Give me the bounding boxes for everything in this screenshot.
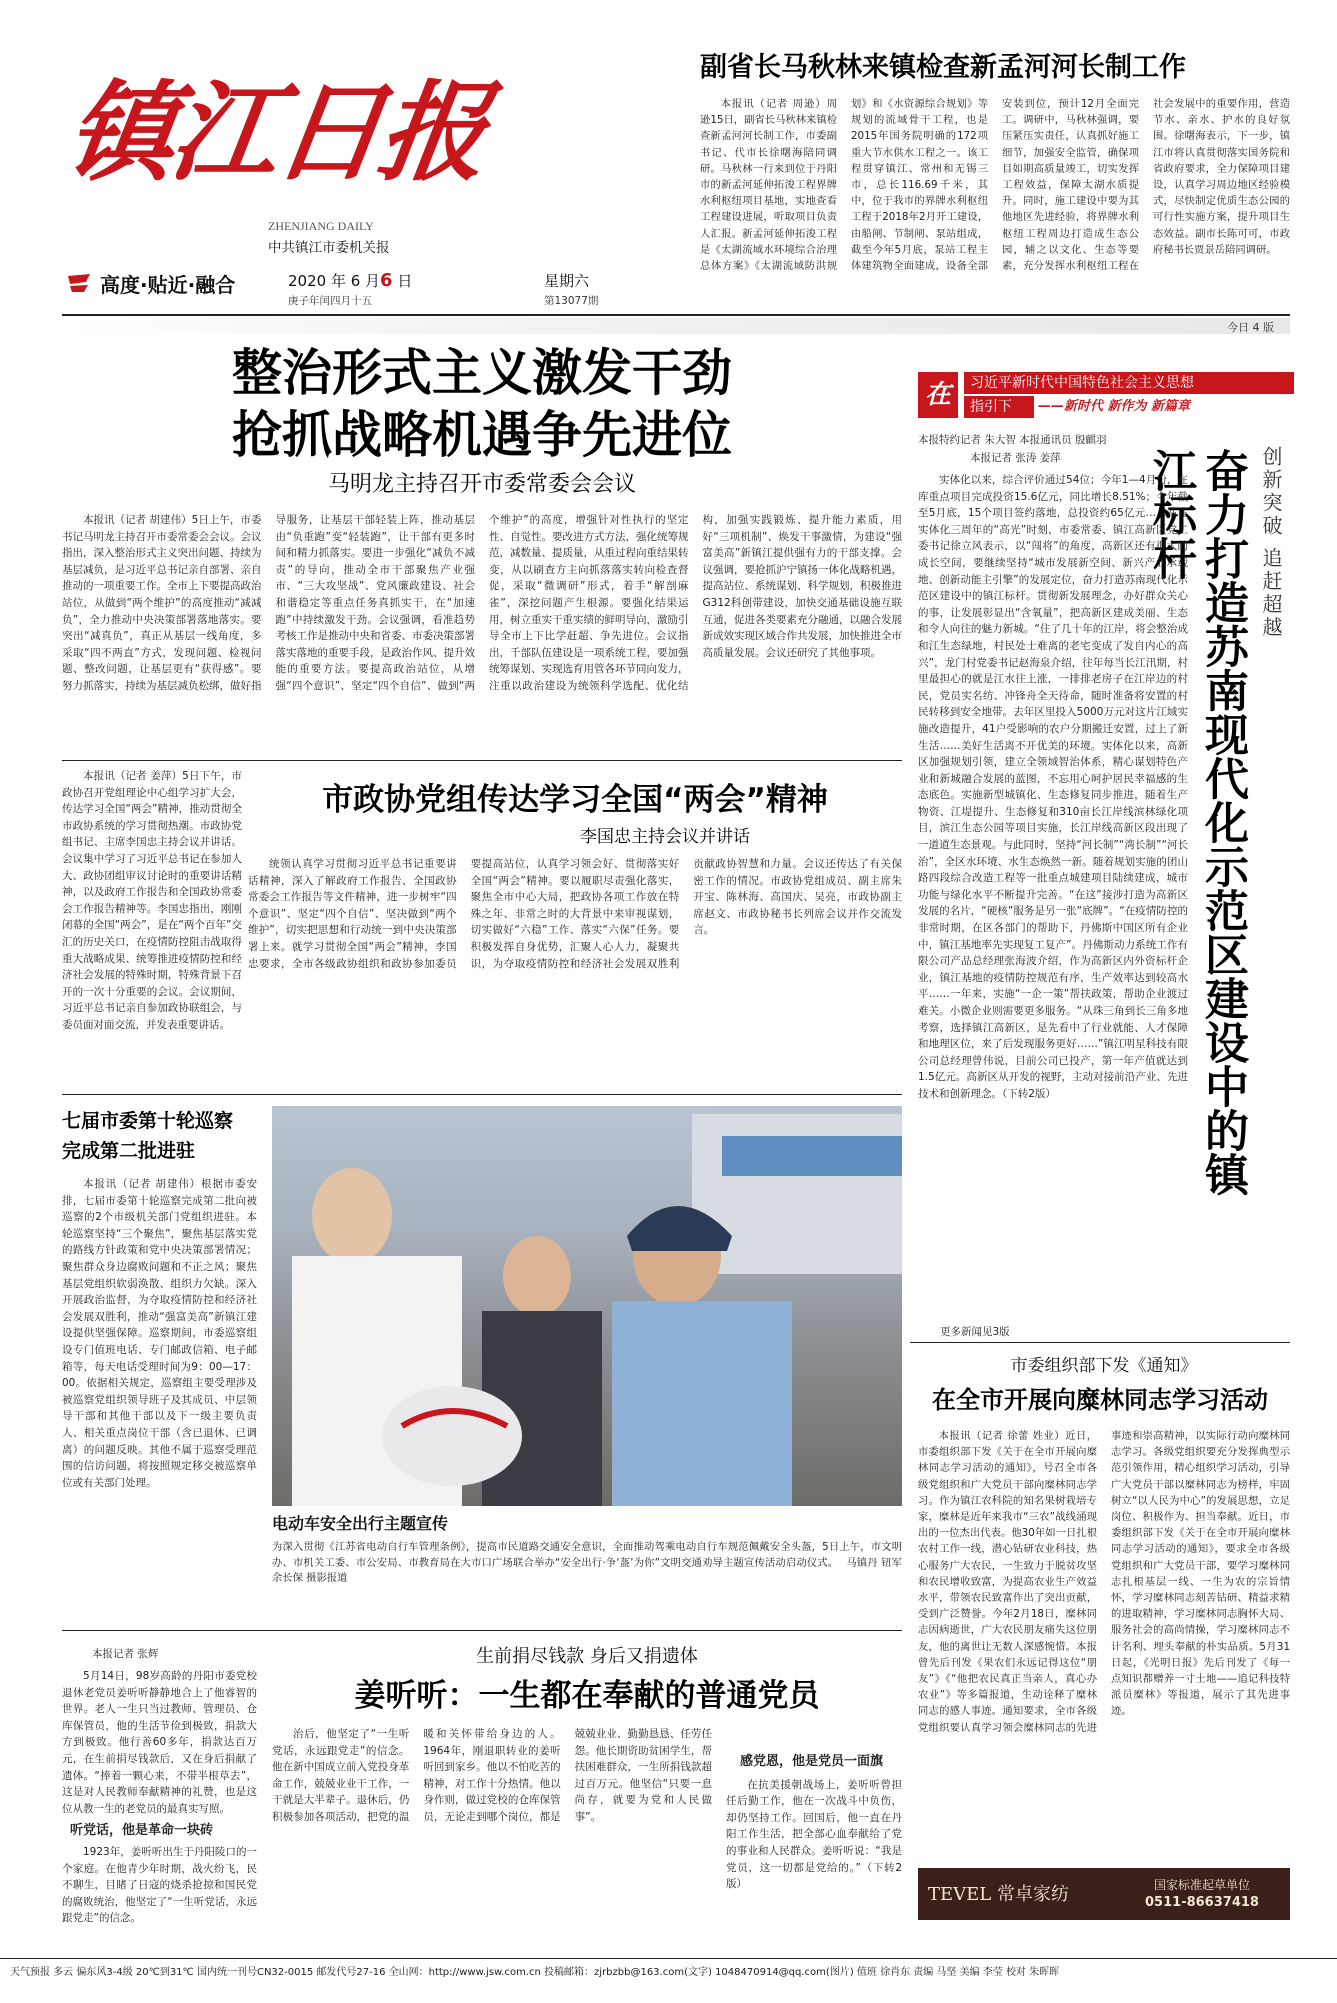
bottom-subhead-2: 感党恩，他是党员一面旗 [740,1754,884,1769]
bottom-kicker: 生前捐尽钱款 身后又捐遗体 [476,1646,698,1667]
sidebar-banner-line2: 指引下 [964,396,1034,418]
divider-3 [62,1630,902,1631]
sidebar-motto: ——新时代 新作为 新篇章 [1038,399,1191,414]
sidebar-body: 实体化以来，综合评价通过54位；今年1—4月份，在库重点项目完成投资15.6亿元，同比增长8.51%；今年截至5月底，15个项目签约落地，总投资约65亿元……站在实体化三周年的“高光”时刻，市委常委、镇江高新区党工委书记徐立风表示，以“闯将”的角度，高新区还有很大的成长空间，要继续坚持“城市发展新空间、新兴产业承载地、创新动能主引擎”的发展定位，奋力打造苏南现代化示范区建设中的镇江标杆。贯彻新发展理念，办好群众关心的事，让发展彰显出“含氧量”，把高新区建成美丽、生态和令人向往的魅力新城。“住了几十年的江岸，将会整治成和江生态绿地，村民处士难离的老宅变成了发自内心的高兴”，龙门村党委书记赵海泉介绍，往年每当长江汛期，村里最担心的就是江水往上涨，一排排老房子在江岸边的村民，党员实名纺、冲锋舟全天待命，随时准备将安置的村民转移到安全地带。去年区里投入5000万元对这片江域实施改造提升，41户受影响的农户分期搬迁安置，过上了新生活……美好生活离不开优美的环境。实体化以来，高新区加强规划引领，建立全领域智治体系，精心谋划特色产业和新城融合发展的蓝图，不忘用心呵护居民幸福感的生态底色。实施新型城镇化、生态修复同步推进，随着生产物资、江堤提升、生态修复和310亩长江岸线滨林绿化项目，滨江生态公园等项目实施，长江岸线高新区段出现了一道道生态景观。与此同时，坚持“河长制”“湾长制”“河长治”，全区水环境、水生态焕然一新。随着规划实施的团山路四段综合改造工程等一批重点城建项目陆续建成，城市功能与绿化水平不断提升完善。“在这”接涉打造为高新区发展的名片，“硬核”服务是另一张“底牌”。“在疫情防控的非常时期，在区各部门的帮助下，丹佛斯中国区所有企业中，镇江基地率先实现复工复产”。丹佛斯动力系统工作有限公司产品总经理张海波介绍，作为高新区内外资标杆企业，镇江基地的疫情防控规范有序，生产效率达到较高水平……一年来，实施“一企一策”帮扶政策，帮助企业渡过难关。小微企业则需要更多服务。“从珠三角到长三角多地考察，选择镇江高新区，是先看中了行业就能、人才保障和地理区位，来了后发现服务更好……”镇江明星科技有限公司总经理曾伟说，目前公司已投产，第一年产值就达到1.5亿元。高新区从开发的视野，主动对接前沿产业、先进技术和创新理念。（下转2版） [918,474,1188,1100]
bottom-byline: 本报记者 张辉 [92,1648,159,1660]
bottom-body: 治后，他坚定了“一生听党话，永远跟党走”的信念。他在新中国成立前入党投身革命工作，兢兢业业干工作，一干就是大半辈子。退休后，仍积极参加各项活动，把党的温暖和关怀带给身边的人。1964年，刚退职转业的姜听听回到家乡。他以不怕吃苦的精神，对工作十分热情。他以身作则，做过党校的仓库保管员，无论走到哪个岗位，都是兢兢业业、勤勤恳恳、任劳任怨。他长期资助贫困学生，帮扶困难群众，一生所捐钱款超过百万元。他坚信“只要一息尚存，就要为党和人民做事”。 [272,1728,712,1823]
photo-credit: 马镇丹 钮军 余长保 摄影报道 [272,1556,902,1584]
divider-sidebar [910,1342,1290,1343]
sidebar-banner-line1: 习近平新时代中国特色社会主义思想 [964,372,1294,394]
weekday: 星期六 [544,272,590,290]
sidebar-tag: 在 [918,372,958,418]
photo-caption-body: 为深入贯彻《江苏省电动自行车管理条例》，提高市民道路交通安全意识，全面推动驾乘电动自行车规范佩戴安全头盔，5日上午，市文明办、市机关工委、市公安局、市教育局在大市口广场联合举办“安全出行·争‘盔’为你”文明交通劝导主题宣传活动启动仪式。 马镇丹 钮军 余长保 摄影报道 [272,1541,902,1584]
lead-body: 本报讯（记者 胡建伟）5日上午，市委书记马明龙主持召开市委常委会会议。会议指出，深入整治形式主义突出问题、持续为基层减负，是习近平总书记亲自部署、亲自推动的一项重要工作。全市上下要提高政治站位，从做到“两个维护”的高度推动“减减负”，全力推动中央决策部署落地落实。要突出“减真负”，真正从基层一线角度，多采取“四不两直”方式，发现问题、检视问题、整改问题，让基层更有“获得感”。要努力抓落实，持续为基层减负松绑，做好指导服务，让基层干部轻装上阵，推动基层由“负重跑”变“轻装跑”，让干部有更多时间和精力抓落实。要进一步强化“减负不减责”的导向，推动全市干部聚焦产业强市、“三大攻坚战”、党风廉政建设、社会和谐稳定等重点任务真抓实干，在“加速跑”中持续激发干劲。会议强调，看准趋势考核工作是推动中央和省委、市委决策部署落实落地的重要手段，是政治作风、提升效能的重要方法。要提高政治站位，从增强“四个意识”、坚定“四个自信”、做到“两个维护”的高度，增强针对性执行的坚定性、自觉性。要改进方式方法，强化统筹规范，减数量、提质量，从重过程向重结果转变，从以刷查方主向抓落落实转向检查督促，采取“微调研”形式，着手“解剖麻雀”，深挖问题产生根源。要强化结果运用，树立重实干重实绩的鲜明导向，激励引导全市上下比学赶超、争先进位。会议指出，千部队伍建设是一项系统工程，要加强统筹谋划、实现选育用管各环节同向发力，注重以政治建设为统领科学选配、优化结构，加强实践锻炼、提升能力素质，用好“三项机制”、焕发干事激情，为建设“强富美高”新镇江提供强有力的干部支撑。会议强调，要抢抓沪宁镇扬一体化战略机遇，提高站位、系统谋划、科学规划，积极推进G312科创带建设，加快交通基础设施互联互通，促进各类要素充分融通，以融合发展新成效实现区域合作共发展，加快推进全市高质量发展。会议还研究了其他事项。 [62,514,902,692]
inspection-body: 本报讯（记者 胡建伟）根据市委安排，七届市委第十轮巡察完成第二批向被巡察的2个市级机关部门党组织进驻。本轮巡察坚持“三个聚焦”，聚焦基层落实党的路线方针政策和党中央决策部署情况；聚焦群众身边腐败问题和不正之风；聚焦基层党组织软弱涣散、组织力欠缺。深入开展政治监督，为夺取疫情防控和经济社会发展双胜利，推动“强富美高”新镇江建设提供坚强保障。巡察期间，市委巡察组设专门值班电话、专门邮政信箱、电子邮箱等，每天电话受理时间为9：00—17：00。依据相关规定，巡察组主要受理涉及被巡察党组织领导班子及其成员、中层领导干部和其他干部以及下一级主要负责人、相关重点岗位干部（含已退休、已调离）的问题反映。其他不属于巡察受理范围的信访问题，将按照规定移交被巡察单位或有关部门处理。 [62,1178,257,1489]
lead-subhead: 马明龙主持召开市委常委会会议 [327,472,636,497]
cppcc-left-body: 本报讯（记者 姜萍）5日下午，市政协召开党组理论中心组学习扩大会，传达学习全国“两会”精神，推动贯彻全市政协系统的学习贯彻热潮。市政协党组书记、主席李国忠主持会议并讲话。会议集中学习了习近平总书记在参加人大、政协团组审议讨论时的重要讲话精神，以及政府工作报告和全国政协常委会工作报告精神等。李国忠指出，刚刚闭幕的全国“两会”，是在“两个百年”交汇的历史关口，在疫情防控阻击战取得重大战略成果、统筹推进疫情防控和经济社会发展的特殊时期，特殊背景下召开的一次十分重要的会议。会议期间，习近平总书记亲自参加政协联组会，与委员面对面交流，并发表重要讲话。 [62,770,242,1031]
page-count: 今日 4 版 [1227,321,1274,334]
bottom-headline: 姜听听：一生都在奉献的普通党员 [354,1678,820,1714]
news-photo [272,1106,902,1506]
inspection-headline-1: 七届市委第十轮巡察 [62,1110,234,1132]
lead-headline-2: 抢抓战略机遇争先进位 [232,406,732,464]
issue-number: 第13077期 [544,295,599,307]
sidebar-byline-2: 本报记者 张涛 姜萍 [970,452,1061,464]
masthead [58,56,536,301]
sidebar-byline-1: 本报特约记者 朱大智 本报通讯员 殷麒羽 [918,434,1107,446]
masthead-rule [62,314,1290,316]
masthead-logo-icon [66,272,92,294]
date-text: 2020 年 6 月6 日 [288,270,413,291]
top-article-body: 本报讯（记者 周逊）周逊15日，副省长马秋林来镇检查新孟河河长制工作，市委副书记、代市长徐曙海陪同调研。马秋林一行来到位于丹阳市的新孟河延伸拓浚工程界牌水利枢纽项目基地，实地查看工程建设进展，听取项目负责人汇报。新孟河延伸拓浚工程是《太湖流域水环境综合治理总体方案》《太湖流域防洪规划》和《水资源综合规划》等规划的流域骨干工程，也是2015年国务院明确的172项重大节水供水工程之一。该工程贯穿镇江、常州和无锡三市，总长116.69千米，其中，位于我市的界牌水利枢纽工程于2018年2月开工建设，由船闸、节制闸、泵站组成，截至今年5月底，泵站工程主体建筑物全面建成，设备全部安装到位，预计12月全面完工。调研中，马秋林强调，要压紧压实责任，认真抓好施工细节，加强安全监管，确保项目如期高质量竣工，切实发挥工程效益，保障太湖水质提升。同时，施工建设中要为其他地区先进经验，将界牌水利枢纽工程周边打造成生态公园，辅之以文化、生态等要素，充分发挥水利枢纽工程在社会发展中的重要作用，营造节水、亲水、护水的良好氛围。徐曙海表示，下一步，镇江市将认真贯彻落实国务院和省政府要求，全力保障项目建设，认真学习周边地区经验模式，尽快制定优质生态公园的可行性实施方案，提升项目生态效益。副市长陈可可，市政府秘书长贾景岳陪同调研。 [700,98,1290,273]
masthead-title: 镇江日报 [58,70,493,196]
ad-phone: 0511-86637418 [1145,1895,1259,1910]
photo-caption-title: 电动车安全出行主题宣传 [272,1514,449,1533]
notice-body: 本报讯（记者 徐蕾 姓业）近日，市委组织部下发《关于在全市开展向糜林同志学习活动的通知》，号召全市各级党组织和广大党员干部向糜林同志学习。作为镇江农科院的知名果树栽培专家，糜林是近年来我市“三农”战线涌现出的一位杰出代表。他30年如一日扎根农村工作一线，潜心钻研农业科技，热心服务广大农民，一生致力于脱贫攻坚和农民增收致富，为提高农业生产效益水平，带领农民致富作出了突出贡献，受到广泛赞誉。今年2月18日，糜林同志因病逝世，广大农民朋友痛失这位朋友，他的离世让无数人深感惋惜。本报曾先后刊发《果农们永远记得这位“朋友”》《“他把农民真正当亲人，真心办农业”》等多篇报道，生动诠释了糜林同志的感人事迹。通知要求，全市各级党组织要认真学习领会糜林同志的先进事迹和崇高精神，以实际行动向糜林同志学习。各级党组织要充分发挥典型示范引领作用，精心组织学习活动，引导广大党员干部以糜林同志为榜样，牢固树立“以人民为中心”的发展思想，立足岗位、积极作为、担当奉献。近日，市委组织部下发《关于在全市开展向糜林同志学习活动的通知》，要求全市各级党组织和广大党员干部，要学习糜林同志扎根基层一线、一生为农的宗旨情怀，学习糜林同志刻苦钻研、精益求精的进取精神，学习糜林同志胸怀大局、服务社会的高尚情操，学习糜林同志不计名利、埋头奉献的朴实品质。5月31日起，《光明日报》先后刊发了《每一点知识都赠养一寸土地——追记科技特派员糜林》等报道，展示了其先进事迹。 [918,1430,1290,1734]
footer-rule [0,1958,1337,1959]
date-block [288,270,588,310]
bottom-right-col: 感党恩，他是党员一面旗 在抗美援朝战场上，姜听听曾担任后勤工作，他在一次战斗中负伤，却仍坚持工作。回国后，他一直在丹阳工作生活，把全部心血奉献给了党的事业和人民群众。姜听听说：“我是党员，这一切都是党给的。”（下转2版） [726,1754,902,1891]
cppcc-body: 统领认真学习贯彻习近平总书记重要讲话精神，深入了解政府工作报告、全国政协常委会工作报告等文件精神，进一步树牢“四个意识”、坚定“四个自信”、坚决做到“两个维护”，切实把思想和行动统一到中央决策部署上来。就学习贯彻全国“两会”精神，李国忠要求，全市各级政协组织和政协参加委员要提高站位，认真学习领会好、贯彻落实好全国“两会”精神。要以履职尽责强化落实，聚焦全市中心大局，把政协各项工作放在特殊之年、非常之时的大背景中来审视谋划，切实做好“六稳”工作、落实“六保”任务。要积极发挥自身优势，汇聚人心人力，凝聚共识，为夺取疫情防控和经济社会发展双胜利贡献政协智慧和力量。会议还传达了有关保密工作的情况。市政协党组成员、副主席朱开宝、陈林海、高国庆、吴亮，市政协副主席赵文、市政协秘书长列席会议并作交流发言。 [248,858,902,970]
sidebar-vertical-kicker: 创新突破 追赶超越 [1259,446,1283,640]
divider-2 [62,1094,902,1095]
masthead-pinyin: ZHENJIANG DAILY [268,219,374,233]
footer-bar: 天气预报 多云 偏东风3-4级 20℃到31℃ 国内统一刊号CN32-0015 邮发代号27-16 全山网：http://www.jsw.com.cn 投稿邮箱：zjrbzbb@163.com(文字) 1048470914@qq.com(图片) 值班 徐肖东 责编 马坚 美编 李莹 校对 朱晖晖 [10,1967,1060,1978]
lunar-date: 庚子年闰四月十五 [288,295,372,307]
inspection-headline-2: 完成第二批进驻 [62,1140,196,1162]
sidebar-more: 更多新闻见3版 [940,1326,1010,1338]
masthead-slogan: 高度·贴近·融合 [100,273,236,297]
divider-1 [62,760,902,761]
cppcc-headline: 市政协党组传达学习全国“两会”精神 [322,782,828,818]
top-article-headline: 副省长马秋林来镇检查新孟河河长制工作 [700,52,1186,83]
sidebar-vertical-title: 奋力打造苏南现代化示范区建设中的镇江标杆 [1145,448,1248,1196]
notice-kicker: 市委组织部下发《通知》 [1010,1356,1198,1376]
weekday-block [544,270,664,310]
sidebar-banner [918,372,1290,418]
ad-brand: TEVEL 常卓家纺 [928,1884,1069,1905]
cppcc-subhead: 李国忠主持会议并讲话 [580,827,750,847]
masthead-publisher: 中共镇江市委机关报 [268,240,390,256]
bottom-subhead-1: 听党话，他是革命一块砖 [70,1823,214,1839]
ad-banner [918,1868,1290,1920]
notice-headline: 在全市开展向糜林同志学习活动 [932,1386,1268,1414]
pages-strip [62,318,1290,334]
ad-slogan: 国家标准起草单位 [1153,1878,1250,1892]
bottom-left-body: 5月14日，98岁高龄的丹阳市委党校退休老党员姜听听静静地合上了他睿智的世界。老人一生只当过教师、管理员、仓库保管员，他的生活节俭到极致，捐款大方到极致。他行善60多年，捐款达百万元，在生前捐尽钱款后，又在身后捐献了遗体。“捧着一颗心来，不带半根草去”，这是对人民教师奉献精神的礼赞，也是这位从教一生的老党员的最真实写照。 听党话，他是革命一块砖 1923年，姜听听出生于丹阳陵口的一个家庭。在他青少年时期，战火纷飞，民不聊生，目睹了日寇的烧杀抢掠和国民党的腐败统治，他坚定了“一生听党话，永远跟党走”的信念。 [62,1670,257,1925]
lead-headline-1: 整治形式主义激发干劲 [232,344,732,402]
